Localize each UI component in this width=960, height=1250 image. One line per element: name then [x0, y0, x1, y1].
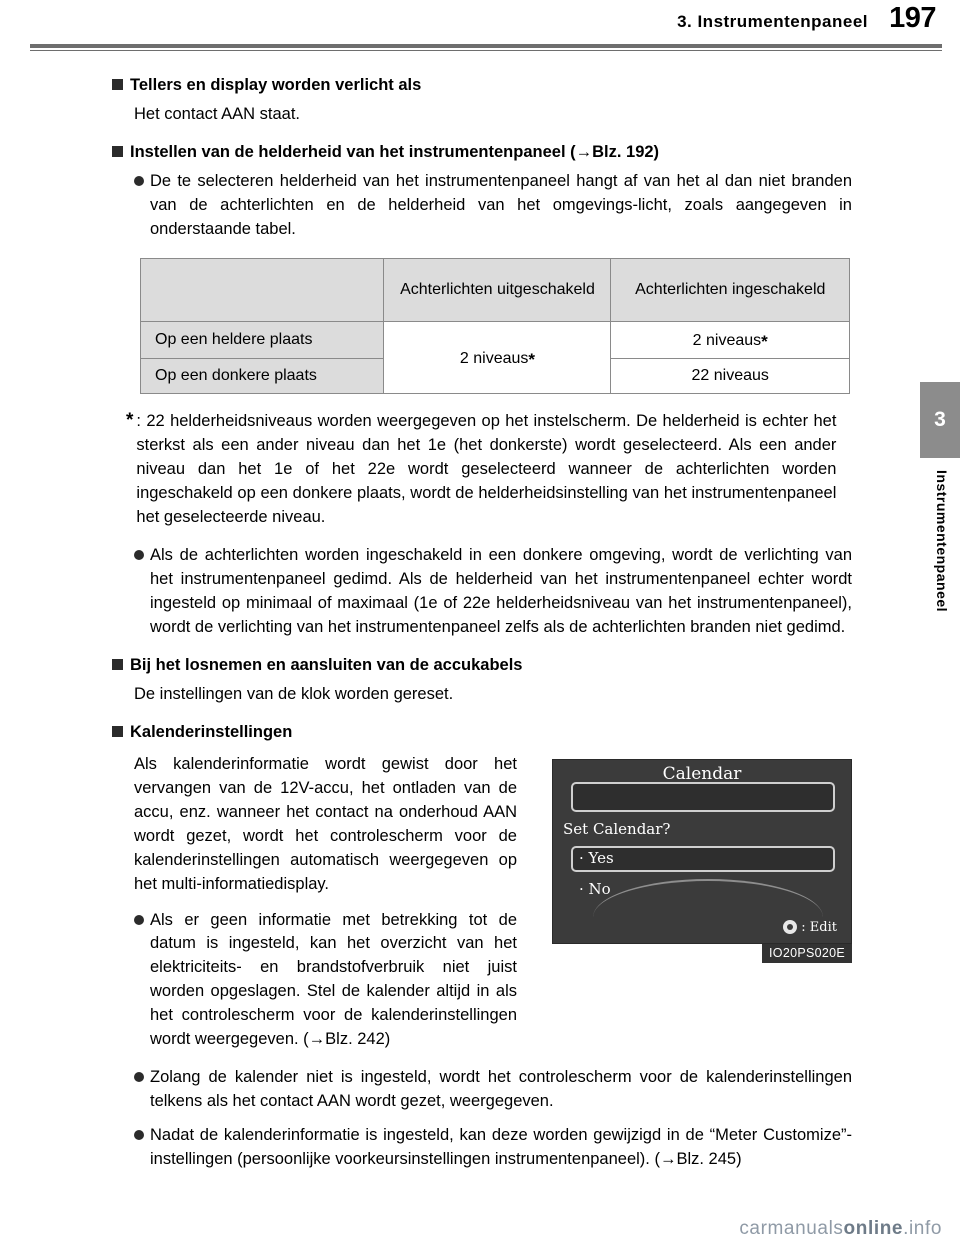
table-row-header-bright-place: Op een heldere plaats [141, 322, 384, 359]
calendar-figure [552, 759, 852, 960]
heading-text: Tellers en display worden verlicht als [130, 76, 422, 94]
chapter-tab-number: 3 [934, 408, 946, 431]
knob-icon [783, 920, 797, 934]
chapter-side-label: Instrumentenpaneel [934, 470, 950, 613]
page-header [0, 0, 960, 48]
screen-arc-decoration [593, 879, 823, 921]
dot-bullet-icon [134, 1130, 144, 1140]
footnote-star-icon: * [528, 349, 536, 369]
header-divider-thin [30, 50, 942, 51]
screen-option-yes: · Yes [579, 848, 614, 867]
square-bullet-icon [112, 146, 123, 157]
footnote-star-icon: * [761, 332, 768, 352]
table-corner-cell [141, 259, 384, 322]
bullet-dimming-note [134, 544, 852, 640]
heading-text: Instellen van de helderheid van het instrumentenpaneel (→Blz. 192) [130, 143, 660, 162]
brand-mid: online [843, 1218, 904, 1239]
heading-text: Kalenderinstellingen [130, 722, 293, 741]
dot-bullet-icon [134, 915, 144, 925]
section-heading-brightness [112, 141, 852, 163]
edit-label: : Edit [801, 919, 837, 935]
screen-option-no: · No [579, 879, 611, 898]
section-heading-calendar [112, 721, 852, 743]
dot-bullet-icon [134, 1072, 144, 1082]
page-number: 197 [889, 2, 936, 34]
multi-info-display-screen [552, 759, 852, 944]
dot-bullet-icon [134, 176, 144, 186]
table-cell-merged-two-levels [384, 322, 611, 394]
paragraph-illumination: Het contact AAN staat. [134, 105, 300, 124]
table-header-row [141, 259, 850, 322]
calendar-text-column [112, 753, 517, 1052]
watermark-brand [739, 1218, 942, 1240]
table-col-header-taillights-on: Achterlichten ingeschakeld [611, 259, 850, 322]
bullet-text: Als er geen informatie met betrekking tot de datum is ingesteld, kan het overzicht van het elektriciteits- en brandstofverbruik niet juist worden opgeslagen. Stel de kalender altijd in als het controlescherm voor de kalenderinstellingen wordt weergegeven. (→Blz. 242) [150, 910, 517, 1049]
cell-value: 2 niveaus [459, 349, 529, 367]
footnote-star-icon: * [126, 410, 134, 432]
chapter-tab [920, 382, 960, 458]
table-cell-bright-on [611, 322, 850, 359]
table-footnote [126, 410, 852, 530]
section-heading-illumination [112, 74, 852, 96]
footnote-text: : 22 helderheidsniveaus worden weergegeven op het instelscherm. De helderheid is echter het sterkst als een ander niveau dan het 1e (het donkerste) wordt geselecteerd. Als een ander niveau dan het 1e of het 22e wordt geselecteerd wanneer de achterlichten worden ingeschakeld op een donkere plaats, wordt de helderheidsinstelling van het instrumentenpaneel het geselecteerde niveau. [136, 412, 837, 526]
bullet-calendar-3 [134, 1124, 852, 1172]
brand-suffix: .info [903, 1218, 942, 1239]
screen-title: Calendar [662, 763, 742, 784]
bullet-calendar-2 [134, 1066, 852, 1114]
calendar-split-block [112, 753, 852, 1052]
screen-edit-hint [783, 920, 837, 935]
bullet-calendar-1 [134, 909, 517, 1053]
square-bullet-icon [112, 659, 123, 670]
figure-code: IO20PS020E [762, 944, 852, 963]
screen-title-bar [571, 782, 835, 812]
screen-question: Set Calendar? [563, 819, 671, 838]
bullet-brightness-note [134, 170, 852, 242]
bullet-text: De te selecteren helderheid van het instrumentenpaneel hangt af van het al dan niet branden van de achterlichten en de helderheid van het omgevings-licht, zoals aangegeven in onderstaande tabel. [150, 172, 852, 239]
table-col-header-taillights-off: Achterlichten uitgeschakeld [384, 259, 611, 322]
paragraph-calendar: Als kalenderinformatie wordt gewist door het vervangen van de 12V-accu, het ontladen van de accu, enz. wanneer het contact na onderhoud AAN wordt gezet, wordt het controlescherm voor de kalenderinstellingen automatisch weergegeven op het multi-informatiedisplay. [134, 754, 517, 893]
square-bullet-icon [112, 79, 123, 90]
chapter-title: 3. Instrumentenpaneel [677, 12, 868, 31]
page-content [112, 60, 852, 1172]
brightness-levels-table [140, 258, 850, 394]
bullet-text: Als de achterlichten worden ingeschakeld in een donkere omgeving, wordt de verlichting van het instrumentenpaneel gedimd. Als de helderheid van het instrumentenpaneel echter wordt ingesteld op minimaal of maximaal (1e of 22e helderheidsniveau van het instrumentenpaneel), wordt de verlichting van het instrumentenpaneel zelfs als de achterlichten branden niet gedimd. [150, 545, 852, 636]
cell-value: 2 niveaus [692, 332, 762, 350]
bullet-text: Zolang de kalender niet is ingesteld, wordt het controlescherm voor de kalenderinstellingen telkens als het contact AAN wordt gezet, weergegeven. [150, 1068, 852, 1110]
table-row [141, 322, 850, 359]
table-cell-dark-on: 22 niveaus [611, 359, 850, 394]
heading-text: Bij het losnemen en aansluiten van de accukabels [130, 655, 523, 674]
square-bullet-icon [112, 726, 123, 737]
header-divider [30, 44, 942, 48]
dot-bullet-icon [134, 550, 144, 560]
brand-prefix: carmanuals [739, 1218, 844, 1239]
section-heading-battery [112, 654, 852, 676]
bullet-text: Nadat de kalenderinformatie is ingesteld, kan deze worden gewijzigd in de “Meter Customize”-instellingen (persoonlijke voorkeursinstellingen instrumentenpaneel). (→Blz. 245) [150, 1125, 852, 1168]
paragraph-battery: De instellingen van de klok worden gereset. [134, 684, 454, 703]
table-row-header-dark-place: Op een donkere plaats [141, 359, 384, 394]
